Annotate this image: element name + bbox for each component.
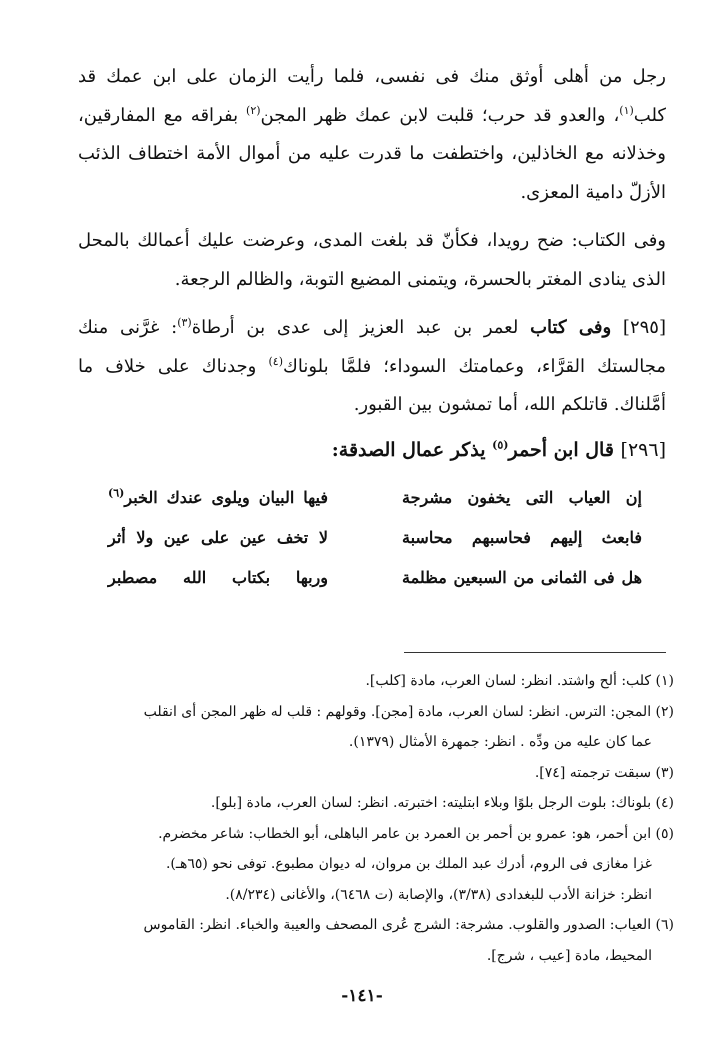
poem-verse: [108, 478, 642, 518]
footnote-ref-1: (١): [619, 103, 634, 117]
footnote-line: (٥) ابن أحمر، هو: عمرو بن أحمر بن العمرد بن عامر الباهلى، أبو الخطاب: شاعر مخضرم.: [158, 825, 674, 842]
footnote-ref-2: (٢): [246, 103, 261, 117]
footnote-line: (٢) المجن: الترس. انظر: لسان العرب، مادة [مجن]. وقولهم : قلب له ظهر المجن أى انقلب: [143, 703, 674, 720]
footnote-line-continued: المحيط، مادة [عيب ، شرج].: [486, 947, 652, 964]
verse-second-hemistich: لا تخف عين على عين ولا أثر: [108, 528, 328, 547]
verse-first-hemistich: هل فى الثمانى من السبعين مظلمة: [402, 568, 642, 587]
heading-text-1: قال ابن أحمر: [508, 438, 621, 461]
footnote-1: [56, 666, 674, 697]
verse-second-hemistich: وربها بكتاب الله مصطبر: [108, 568, 328, 587]
verse-first-hemistich: إن العياب التى يخفون مشرجة: [402, 488, 642, 507]
footnote-line-continued: عما كان عليه من ودِّه . انظر: جمهرة الأمثال (١٣٧٩).: [348, 734, 652, 750]
p1-text-2: ، والعدو قد حرب؛ قلبت لابن عمك ظهر المجن: [260, 104, 620, 126]
entry-number-295: [٢٩٥]: [622, 317, 666, 338]
footnote-line-continued: غزا مغازى فى الروم، أدرك عبد الملك بن مروان، له ديوان مطبوع. توفى نحو (٦٥هـ).: [165, 856, 652, 872]
p1-text-3: بفراقه مع المفارقين، وخذلانه مع الخاذلين، واختطفت ما قدرت عليه من أموال الأمة اختطاف الذئب الأزلّ دامية المعزى.: [78, 104, 666, 203]
p3-text-3: وجدناك على خلاف ما أمَّلناك. قاتلكم الله، أما تمشون بين القبور.: [78, 355, 666, 415]
entry-lead-text: وفى كتاب: [530, 317, 612, 338]
footnote-3: [56, 758, 674, 789]
footnote-line: (٤) بلوناك: بلوت الرجل بلوًا وبلاء ابتليته: اختبرته. انظر: لسان العرب، مادة [بلو].: [210, 795, 674, 811]
footnote-4: [56, 788, 674, 819]
paragraph-2: وفى الكتاب: ضح رويدا، فكأنّ قد بلغت المدى، وعرضت عليك أعمالك بالمحل الذى ينادى المغتر بالحسرة، ويتمنى المضيع التوبة، والظالم الرجعة.: [78, 230, 666, 290]
heading-text-2: يذكر عمال الصدقة:: [331, 438, 493, 461]
verse-first-hemistich: فابعث إليهم فحاسبهم محاسبة: [402, 528, 642, 547]
verse-second-hemistich: [108, 478, 328, 518]
paragraph-3-entry-295: [78, 309, 666, 425]
paragraph-1: [78, 58, 666, 212]
footnote-6: [56, 910, 674, 971]
footnotes: [56, 666, 674, 971]
poem: [108, 478, 642, 598]
entry-296-heading: [78, 431, 666, 470]
verse-second-hemistich-text: فيها البيان ويلوى عندك الخبر: [124, 488, 328, 507]
footnote-ref-4: (٤): [268, 354, 283, 368]
p3-text-2: : غرَّنى منك مجالستك القرَّاء، وعمامتك السوداء؛ فلمَّا بلوناك: [78, 317, 666, 377]
p3-text-1: لعمر بن عبد العزيز إلى عدى بن أرطاة: [191, 317, 531, 338]
page-number: -١٤١-: [341, 986, 383, 1006]
main-text: [78, 58, 666, 469]
footnote-5: [56, 819, 674, 911]
footnote-ref-6: (٦): [108, 486, 125, 500]
footnote-line: (٦) العياب: الصدور والقلوب. مشرجة: الشرج عُرى المصحف والعيبة والخباء. انظر: القاموس: [143, 917, 674, 933]
footnote-line-continued: انظر: خزانة الأدب للبغدادى (٣/٣٨)، والإصابة (ت ٦٤٦٨)، والأغانى (٨/٢٣٤).: [225, 886, 652, 903]
p1-text-1: رجل من أهلى أوثق منك فى نفسى، فلما رأيت الزمان على ابن عمك قد كلب: [78, 66, 666, 126]
entry-number-296: [٢٩٦]: [620, 438, 666, 461]
footnote-2: [56, 697, 674, 758]
poem-verse: [108, 518, 642, 558]
footnote-ref-3: (٣): [177, 316, 192, 329]
footnote-ref-5: (٥): [492, 438, 509, 452]
footnote-separator: [404, 652, 666, 653]
poem-verse: [108, 558, 642, 598]
footnote-line: (٣) سبقت ترجمته [٧٤].: [534, 764, 674, 781]
footnote-line: (١) كلب: ألح واشتد. انظر: لسان العرب، مادة [كلب].: [365, 673, 674, 689]
